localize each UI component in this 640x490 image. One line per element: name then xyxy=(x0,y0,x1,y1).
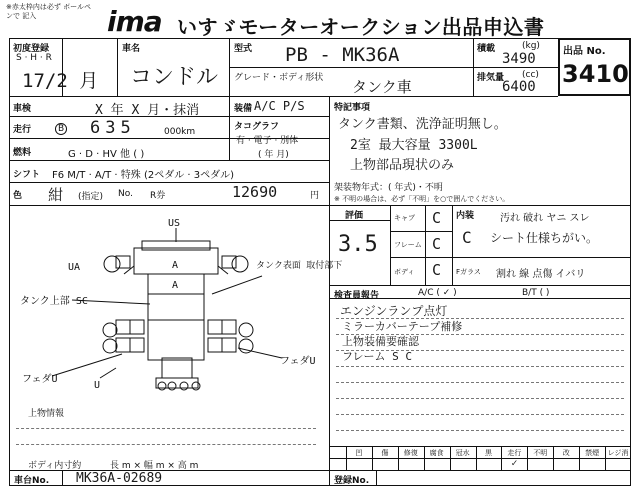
grade-value: タンク車 xyxy=(352,78,412,96)
row-line-6 xyxy=(9,205,631,206)
interior-grade: C xyxy=(462,228,472,247)
car-name-label: 車名 xyxy=(122,44,141,54)
status-header: 凹 xyxy=(355,449,363,457)
color-no: No. xyxy=(118,189,133,199)
inspector-line-4: フレーム S C xyxy=(342,350,413,363)
status-header: 傷 xyxy=(381,449,389,457)
row-line-5 xyxy=(9,182,329,183)
inspector-rule-6 xyxy=(336,398,624,399)
status-header: 走行 xyxy=(507,449,522,457)
page-title: いすゞモーターオークション出品申込書 xyxy=(177,15,545,39)
model-value: PB - MK36A xyxy=(285,44,400,66)
eval-col-1 xyxy=(390,205,391,285)
interior-items: 汚れ 破れ ヤニ スレ xyxy=(500,213,590,224)
mileage-label: 走行 xyxy=(13,125,32,135)
ima-logo: ima xyxy=(107,5,162,38)
body-year-note: ※ 不明の場合は、必ず「不明」を○で囲んでください。 xyxy=(334,195,510,203)
footer-col-3 xyxy=(376,470,377,486)
header-note: ※赤太枠内は必ず ボールペンで 記入 xyxy=(6,3,91,20)
first-reg-label: 初度登録 xyxy=(13,44,50,54)
eval-row-4 xyxy=(329,285,631,286)
footer-col-1 xyxy=(62,470,63,486)
displacement-label: 排気量 xyxy=(477,73,505,83)
shuppin-no-label: 出品 No. xyxy=(563,46,606,57)
diagram-label-a1: A xyxy=(172,260,179,271)
truck-diagram xyxy=(12,208,343,403)
displacement-unit: (cc) xyxy=(522,70,539,80)
notes-label: 特記事項 xyxy=(334,103,371,113)
col-line-c xyxy=(229,38,230,160)
shift-label: シフト xyxy=(13,170,41,180)
chassis-value: MK36A-02689 xyxy=(76,471,163,486)
glass-label: Fガラス xyxy=(456,268,481,276)
row-line-4 xyxy=(9,160,329,161)
inspector-rule-7 xyxy=(336,414,624,415)
status-header: レジ消 xyxy=(607,449,629,457)
status-header: 冠水 xyxy=(455,449,470,457)
score-value: 3.5 xyxy=(338,232,378,257)
tacho-value: 有 · 電子 · 別体 xyxy=(236,136,299,146)
body-grade: C xyxy=(432,261,442,279)
mileage-unit: 000km xyxy=(164,127,196,137)
col-line-b xyxy=(117,38,118,96)
eval-col-3 xyxy=(452,205,453,285)
diagram-label-fender-right: フェダU xyxy=(280,356,316,367)
body-info-rule-1 xyxy=(16,428,316,429)
cab-label: キャブ xyxy=(394,214,415,222)
wheel-front-left xyxy=(116,256,130,268)
status-header: 腐食 xyxy=(429,449,444,457)
shift-value: F6 M/T · A/T · 特殊 (2ペダル · 3ペダル) xyxy=(52,170,235,181)
cab-roof xyxy=(142,241,210,250)
inspector-line-3: 上物装備要確認 xyxy=(342,335,419,348)
status-header: 黒 xyxy=(484,449,492,457)
inspector-rule-5 xyxy=(336,382,624,383)
load-unit: (kg) xyxy=(522,41,540,51)
frame-label: フレーム xyxy=(394,241,422,249)
diagram-label-u: U xyxy=(94,380,101,391)
body-info-rule-2 xyxy=(16,444,316,445)
load-label: 積載 xyxy=(477,44,496,54)
body-inner-value: 長 m × 幅 m × 高 m xyxy=(110,461,199,471)
wheel-rear-right xyxy=(222,320,236,334)
grade-label: グレード・ボディ形状 xyxy=(234,73,324,83)
inspection-label: 車検 xyxy=(13,104,32,114)
col-line-e xyxy=(329,96,330,486)
diagram-label-a2: A xyxy=(172,280,179,291)
status-top xyxy=(329,446,631,447)
chassis-label: 車台No. xyxy=(14,476,50,486)
col-line-d xyxy=(473,38,474,96)
inspector-ac: A/C ( ✓ ) xyxy=(418,288,457,298)
cab-grade: C xyxy=(432,209,442,227)
inspector-bt: B/T ( ) xyxy=(522,288,550,298)
color-label: 色 xyxy=(13,191,23,201)
inspector-line-1: エンジンランプ点灯 xyxy=(340,304,448,318)
displacement-value: 6400 xyxy=(502,79,536,95)
tacho-label: タコグラフ xyxy=(234,122,280,132)
body-year-label: 架装物年式：( 年式)・不明 xyxy=(334,183,443,193)
notes-line-2: 2室 最大容量 3300L xyxy=(350,138,478,153)
inspection-value: X 年 X 月・抹消 xyxy=(95,103,200,118)
eval-row-2 xyxy=(390,257,452,258)
fuel-label: 燃料 xyxy=(13,148,32,158)
body-info-title: 上物情報 xyxy=(28,409,65,419)
shuppin-no-value: 3410 xyxy=(562,60,629,88)
status-value: ✓ xyxy=(511,458,518,469)
model-label: 型式 xyxy=(234,44,253,54)
color-spec: (指定) xyxy=(78,192,104,202)
recycle-unit: 円 xyxy=(310,191,320,201)
status-header: 不明 xyxy=(533,449,548,457)
first-reg-value: 17/2 月 xyxy=(22,70,99,92)
tacho-date: ( 年 月) xyxy=(258,150,289,160)
inspector-rule-8 xyxy=(336,430,624,431)
color-value: 紺 xyxy=(48,186,64,204)
reg-label: 登録No. xyxy=(334,476,370,486)
fuel-options: G · D · HV 他 ( ) xyxy=(68,149,145,160)
interior-note: シート仕様ちがい。 xyxy=(490,231,599,245)
mileage-b-icon: B xyxy=(55,123,67,135)
era-options: S · H · R xyxy=(16,53,52,63)
rear-box xyxy=(162,358,192,378)
load-value: 3490 xyxy=(502,51,536,67)
status-header: 禁煙 xyxy=(585,449,600,457)
body-label: ボディ xyxy=(394,268,415,276)
recycle-label: R券 xyxy=(150,191,166,201)
notes-line-1: タンク書類、洗浄証明無し。 xyxy=(338,117,507,132)
recycle-value: 12690 xyxy=(232,183,278,201)
load-disp-split xyxy=(473,67,558,68)
equipment-label: 装備 xyxy=(234,104,253,114)
model-grade-split xyxy=(229,67,473,68)
frame-grade: C xyxy=(432,235,442,253)
inspector-line-2: ミラーカバーテープ補修 xyxy=(342,320,463,333)
eval-row-1 xyxy=(390,231,452,232)
body-inner-label: ボディ内寸約 xyxy=(28,461,82,471)
diagram-label-tank-top: タンク上部 SC xyxy=(20,296,88,307)
diagram-label-us: US xyxy=(168,218,181,229)
inspector-label: 検査員報告 xyxy=(334,291,380,301)
glass-items: 割れ 線 点傷 イバリ xyxy=(496,269,586,280)
mileage-value: 635 xyxy=(90,118,136,138)
interior-label: 内装 xyxy=(456,211,475,221)
wheel-rear-left xyxy=(130,320,144,334)
eval-col-2 xyxy=(425,205,426,285)
score-label: 評価 xyxy=(345,211,364,221)
inspector-rule-4 xyxy=(336,366,624,367)
notes-line-3: 上物部品現状のみ xyxy=(350,158,455,173)
equipment-value: A/C P/S xyxy=(254,99,305,113)
diagram-label-ua: UA xyxy=(68,262,81,273)
wheel-front-right xyxy=(222,256,236,268)
diagram-label-fender-left: フェダU xyxy=(22,374,58,385)
diagram-label-tank-surface: タンク表面 取付部下 xyxy=(256,261,343,271)
eval-row-3 xyxy=(452,257,631,258)
status-header: 修復 xyxy=(403,449,418,457)
status-header: 改 xyxy=(562,449,570,457)
row-line-1 xyxy=(9,96,558,97)
car-name-value: コンドル xyxy=(130,65,219,90)
footer-col-2 xyxy=(329,470,330,486)
status-mid xyxy=(329,458,631,459)
status-col-start xyxy=(329,446,330,470)
